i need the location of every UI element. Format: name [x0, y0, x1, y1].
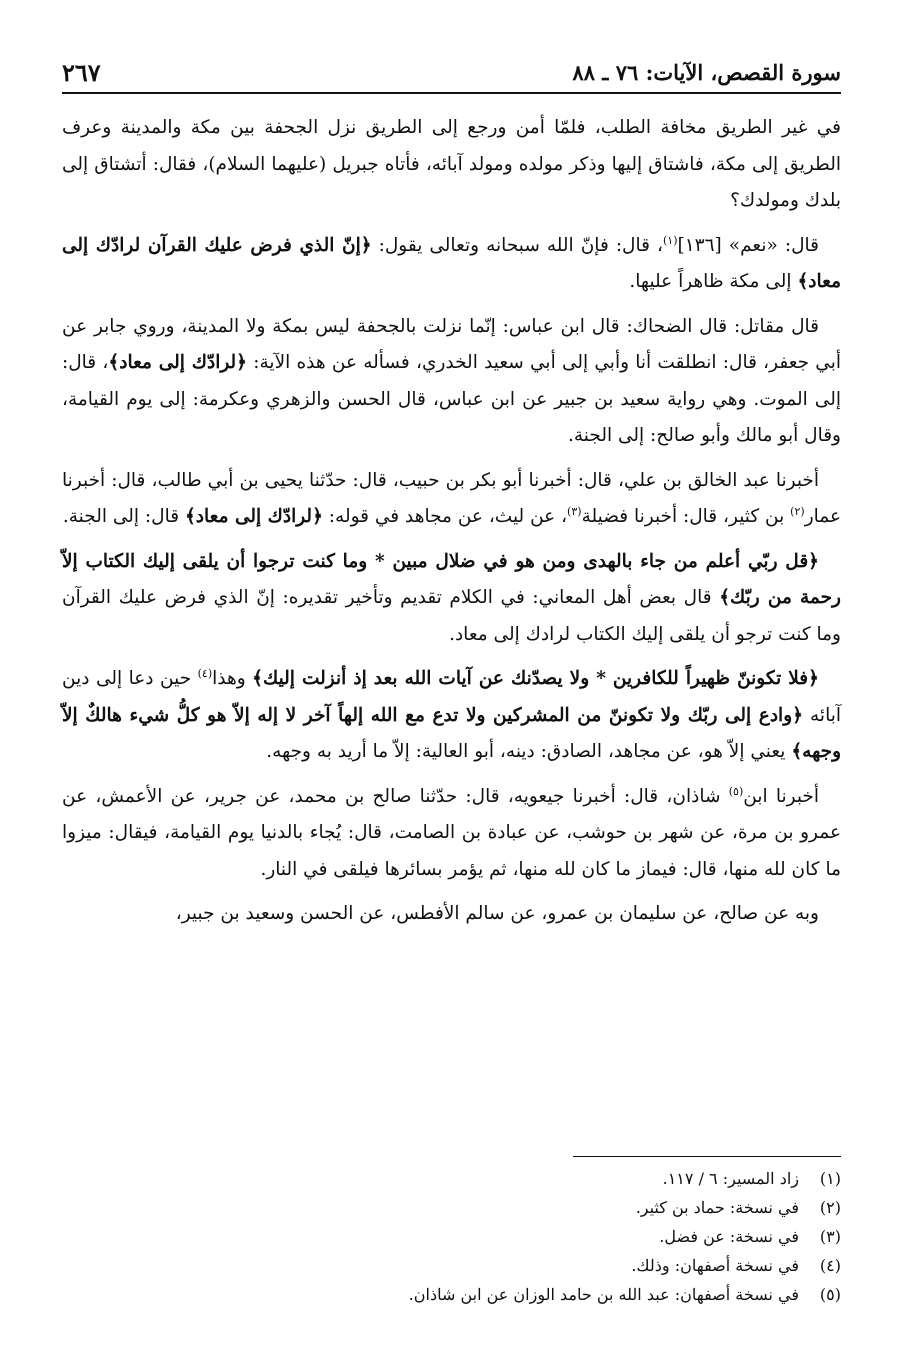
quran-quote: ﴿وادع إلى ربّك ولا تكوننّ من المشركين ولا تدع مع الله إلهاً آخر لا إله إلاّ هو كلُّ شيء هالكٌ إلاّ وجهه﴾ — [62, 704, 841, 762]
footnote-text: زاد المسير: ٦ / ١١٧. — [662, 1169, 799, 1188]
paragraph-7 — [62, 779, 841, 889]
paragraph-2 — [62, 228, 841, 301]
text-run: يعني إلاّ هو، عن مجاهد، الصادق: دينه، أبو العالية: إلاّ ما أريد به وجهه. — [266, 741, 792, 762]
text-run: ، قال: إلى الموت. وهي رواية سعيد بن جبير عن ابن عباس، قال الحسن والزهري وعكرمة: إلى يوم القيامة، وقال أبو مالك وأبو صالح: إلى الجنة. — [62, 352, 841, 446]
footnote-number: (٥) — [819, 1285, 841, 1304]
page-header — [62, 52, 841, 94]
main-text — [62, 110, 841, 941]
paragraph-8 — [62, 896, 841, 933]
text-run: وهذا — [212, 668, 253, 689]
footnote-text: في نسخة أصفهان: وذلك. — [631, 1256, 799, 1275]
footnote-text: في نسخة: عن فضل. — [659, 1227, 799, 1246]
footnote-divider — [573, 1156, 841, 1157]
page-number: ٢٦٧ — [62, 57, 101, 87]
footnote-number: (١) — [819, 1169, 841, 1188]
footnote — [62, 1164, 841, 1193]
text-run: ، عن ليث، عن مجاهد في قوله: — [322, 506, 568, 527]
quran-quote: ﴿إنّ الذي فرض عليك القرآن لرادّك إلى معاد﴾ — [62, 234, 841, 292]
text-run: قال بعض أهل المعاني: في الكلام تقديم وتأخير تقديره: إنّ الذي فرض عليك القرآن وما كنت ترجو أن يلقى إليك الكتاب لرادك إلى معاد. — [62, 587, 841, 645]
text-run: قال: «نعم» [١٣٦] — [677, 234, 819, 256]
footnote-number: (٣) — [819, 1227, 841, 1246]
footnote-text: في نسخة: حماد بن كثير. — [635, 1198, 799, 1217]
footnote — [62, 1280, 841, 1309]
quran-quote: ﴿قل ربّي أعلم من جاء بالهدى ومن هو في ضلال مبين * وما كنت ترجوا أن يلقى إليك الكتاب إلاّ رحمة من ربّك﴾ — [62, 550, 841, 608]
text-run: في غير الطريق مخافة الطلب، فلمّا أمن ورجع إلى الطريق نزل الجحفة بين مكة والمدينة وعرف الطريق إلى مكة، فاشتاق إليها وذكر مولده ومولد آبائه، فأتاه جبريل (عليهما السلام)، فقال: أتشتاق إلى بلدك ومولدك؟ — [62, 117, 841, 211]
footnote-number: (٢) — [819, 1198, 841, 1217]
quran-quote: ﴿لرادّك إلى معاد﴾ — [108, 352, 248, 373]
text-run: قال: إلى الجنة. — [62, 506, 185, 527]
text-run: شاذان، قال: أخبرنا جيعويه، قال: حدّثنا صالح بن محمد، عن جرير، عن الأعمش، عن عمرو بن مرة، عن شهر بن حوشب، عن عبادة بن الصامت، قال: يُجاء بالدنيا يوم القيامة، فيقال: ميزوا ما كان لله منها، قال: فيماز ما كان لله منها، ثم يؤمر بسائرها فيلقى في النار. — [62, 785, 841, 880]
text-run: حين دعا إلى دين آبائه — [62, 668, 841, 726]
text-run: قال مقاتل: قال الضحاك: قال ابن عباس: إنّما نزلت بالجحفة ليس بمكة ولا المدينة، وروي جابر عن أبي جعفر، قال: انطلقت أنا وأبي إلى أبي سعيد الخدري، فسأله عن هذه الآية: — [62, 315, 842, 373]
footnote-ref-2: (٢) — [790, 504, 805, 518]
text-run: أخبرنا عبد الخالق بن علي، قال: أخبرنا أبو بكر بن حبيب، قال: حدّثنا يحيى بن أبي طالب، قال: أخبرنا عمار — [62, 469, 841, 527]
footnote-ref-3: (٣) — [567, 504, 582, 518]
paragraph-5 — [62, 544, 841, 654]
quran-quote: ﴿لرادّك إلى معاد﴾ — [184, 506, 323, 527]
footnote-text: في نسخة أصفهان: عبد الله بن حامد الوزان عن ابن شاذان. — [408, 1285, 799, 1304]
footnote-ref-1: (١) — [662, 233, 678, 247]
text-run: ، قال: فإنّ الله سبحانه وتعالى يقول: — [371, 234, 663, 256]
footnote — [62, 1222, 841, 1251]
text-run: إلى مكة ظاهراً عليها. — [629, 271, 798, 292]
footnote — [62, 1251, 841, 1280]
text-run: أخبرنا ابن — [743, 785, 820, 807]
footnote-ref-4: (٤) — [197, 666, 213, 680]
footnotes — [62, 1164, 841, 1309]
footnote-ref-5: (٥) — [728, 784, 744, 798]
paragraph-6 — [62, 661, 841, 771]
footnote-number: (٤) — [819, 1256, 841, 1275]
text-run: وبه عن صالح، عن سليمان بن عمرو، عن سالم الأفطس، عن الحسن وسعيد بن جبير، — [175, 903, 819, 924]
paragraph-4 — [62, 463, 841, 536]
paragraph-3 — [62, 309, 841, 455]
footnote — [62, 1193, 841, 1222]
quran-quote: ﴿فلا تكوننّ ظهيراً للكافرين * ولا يصدّنك عن آيات الله بعد إذ أنزلت إليك﴾ — [252, 668, 819, 689]
running-title: سورة القصص، الآيات: ٧٦ ـ ٨٨ — [572, 59, 841, 85]
text-run: بن كثير، قال: أخبرنا فضيلة — [581, 506, 791, 527]
paragraph-1 — [62, 110, 841, 220]
